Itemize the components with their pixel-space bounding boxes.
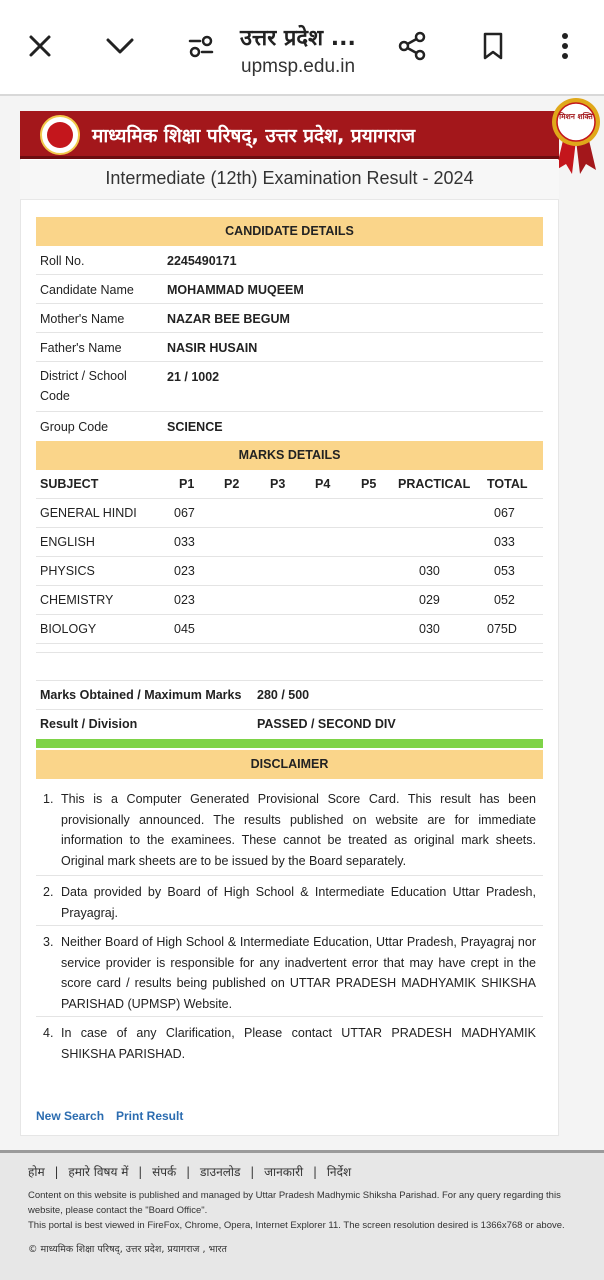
practical-cell: 029 — [419, 593, 440, 607]
detail-label: Group Code — [40, 420, 109, 434]
disclaimer-item — [36, 876, 543, 926]
pass-status-bar — [36, 739, 543, 748]
p1-cell: 023 — [174, 564, 195, 578]
total-cell: 075D — [487, 622, 517, 636]
column-header: P5 — [361, 477, 377, 491]
detail-label: Mother's Name — [40, 312, 125, 326]
column-header: PRACTICAL — [398, 477, 471, 491]
detail-row-district — [36, 362, 543, 412]
total-cell: 053 — [494, 564, 515, 578]
detail-value: 21 / 1002 — [167, 370, 220, 384]
browser-toolbar — [0, 0, 604, 95]
disclaimer-text: In case of any Clarification, Please contact UTTAR PRADESH MADHYAMIK SHIKSHA PARISHAD. — [61, 1026, 536, 1061]
marks-obtained-value: 280 / 500 — [257, 688, 310, 702]
footer-separator: | — [312, 1165, 317, 1179]
disclaimer-number: 4. — [43, 1026, 54, 1040]
subject-cell: GENERAL HINDI — [40, 506, 137, 520]
more-vert-icon[interactable] — [545, 26, 585, 66]
table-row — [36, 528, 543, 557]
bookmark-icon[interactable] — [473, 26, 513, 66]
table-row — [36, 615, 543, 644]
chevron-down-icon[interactable] — [100, 26, 140, 66]
board-name: माध्यमिक शिक्षा परिषद्, उत्तर प्रदेश, प्रयागराज — [92, 125, 416, 147]
total-cell: 052 — [494, 593, 515, 607]
disclaimer-text: This is a Computer Generated Provisional Score Card. This result has been provisionally announced. The results published on website are for immediate information to the examinees. These cannot be treated as original mark sheets. Original mark sheets are to be issued by the Board separately. — [61, 792, 536, 868]
result-division-label: Result / Division — [40, 717, 138, 731]
marks-obtained-row — [36, 681, 543, 710]
footer-link-instructions[interactable]: निर्देश — [326, 1165, 352, 1179]
board-logo-icon — [40, 115, 80, 155]
candidate-details-heading: CANDIDATE DETAILS — [36, 217, 543, 246]
marks-details-heading: MARKS DETAILS — [36, 441, 543, 470]
disclaimer-number: 2. — [43, 885, 54, 899]
column-header: SUBJECT — [40, 477, 99, 491]
detail-label: District / School Code — [40, 369, 127, 403]
disclaimer-number: 3. — [43, 935, 54, 949]
total-cell: 033 — [494, 535, 515, 549]
p1-cell: 045 — [174, 622, 195, 636]
p1-cell: 067 — [174, 506, 195, 520]
footer-separator: | — [54, 1165, 59, 1179]
footer-note-content: Content on this website is published and managed by Uttar Pradesh Madhymic Shiksha Parishad. For any query regarding this website, please contact the "Board Office". — [28, 1190, 561, 1216]
detail-label: Candidate Name — [40, 283, 134, 297]
page-settings-icon[interactable] — [181, 26, 221, 66]
table-row — [36, 557, 543, 586]
detail-label: Father's Name — [40, 341, 122, 355]
table-spacer-row — [36, 653, 543, 681]
disclaimer-heading: DISCLAIMER — [36, 750, 543, 779]
table-row — [36, 586, 543, 615]
disclaimer-item — [36, 783, 543, 876]
new-search-link[interactable]: New Search — [36, 1109, 105, 1123]
close-icon[interactable] — [20, 26, 60, 66]
table-spacer-row — [36, 644, 543, 653]
footer-link-home[interactable]: होम — [28, 1165, 45, 1179]
board-banner — [20, 111, 559, 159]
site-footer — [0, 1150, 604, 1280]
detail-row-roll — [36, 246, 543, 275]
p1-cell: 033 — [174, 535, 195, 549]
detail-value: NAZAR BEE BEGUM — [167, 312, 290, 326]
footer-copyright: © माध्यमिक शिक्षा परिषद्, उत्तर प्रदेश, प्रयागराज , भारत — [28, 1244, 227, 1255]
footer-link-download[interactable]: डाउनलोड — [199, 1165, 241, 1179]
detail-row-name — [36, 275, 543, 304]
disclaimer-text: Neither Board of High School & Intermediate Education, Uttar Pradesh, Prayagraj nor service provider is responsible for any inadvertent error that may have crept in the score card / results being published on UTTAR PRADESH MADHYAMIK SHIKSHA PARISHAD (UPMSP) Website. — [61, 935, 536, 1011]
disclaimer-number: 1. — [43, 792, 54, 806]
print-result-link[interactable]: Print Result — [116, 1109, 184, 1123]
detail-row-group — [36, 412, 543, 441]
practical-cell: 030 — [419, 564, 440, 578]
practical-cell: 030 — [419, 622, 440, 636]
footer-separator: | — [250, 1165, 255, 1179]
exam-title: Intermediate (12th) Examination Result - 2024 — [20, 160, 559, 200]
marks-obtained-label: Marks Obtained / Maximum Marks — [40, 688, 242, 702]
column-header: P3 — [270, 477, 286, 491]
disclaimer-text: Data provided by Board of High School & Intermediate Education Uttar Pradesh, Prayagraj. — [61, 885, 536, 920]
footer-link-contact[interactable]: संपर्क — [152, 1165, 177, 1179]
detail-row-father — [36, 333, 543, 362]
result-division-row — [36, 710, 543, 739]
footer-separator: | — [138, 1165, 143, 1179]
footer-link-about[interactable]: हमारे विषय में — [68, 1165, 129, 1179]
footer-nav — [28, 1163, 357, 1180]
detail-value: SCIENCE — [167, 420, 223, 434]
footer-separator: | — [186, 1165, 191, 1179]
result-division-value: PASSED / SECOND DIV — [257, 717, 396, 731]
detail-value: MOHAMMAD MUQEEM — [167, 283, 304, 297]
column-header: TOTAL — [487, 477, 528, 491]
subject-cell: CHEMISTRY — [40, 593, 114, 607]
disclaimer-item — [36, 1017, 543, 1069]
subject-cell: PHYSICS — [40, 564, 95, 578]
browser-page-title: उत्तर प्रदेश ... — [240, 26, 356, 51]
total-cell: 067 — [494, 506, 515, 520]
detail-value: 2245490171 — [167, 254, 237, 268]
detail-row-mother — [36, 304, 543, 333]
column-header: P4 — [315, 477, 331, 491]
disclaimer-item — [36, 926, 543, 1017]
badge-text: मिशन शक्ति — [559, 112, 593, 121]
p1-cell: 023 — [174, 593, 195, 607]
column-header: P1 — [179, 477, 195, 491]
table-row — [36, 499, 543, 528]
detail-value: NASIR HUSAIN — [167, 341, 258, 355]
subject-cell: ENGLISH — [40, 535, 95, 549]
column-header: P2 — [224, 477, 240, 491]
footer-link-information[interactable]: जानकारी — [264, 1165, 304, 1179]
subject-cell: BIOLOGY — [40, 622, 97, 636]
share-icon[interactable] — [392, 26, 432, 66]
footer-note-browser: This portal is best viewed in FireFox, Chrome, Opera, Internet Explorer 11. The screen resolution desired is 1366x768 or above. — [28, 1220, 565, 1231]
detail-label: Roll No. — [40, 254, 85, 268]
marks-table-header — [36, 470, 543, 499]
browser-url[interactable]: upmsp.edu.in — [241, 56, 356, 77]
